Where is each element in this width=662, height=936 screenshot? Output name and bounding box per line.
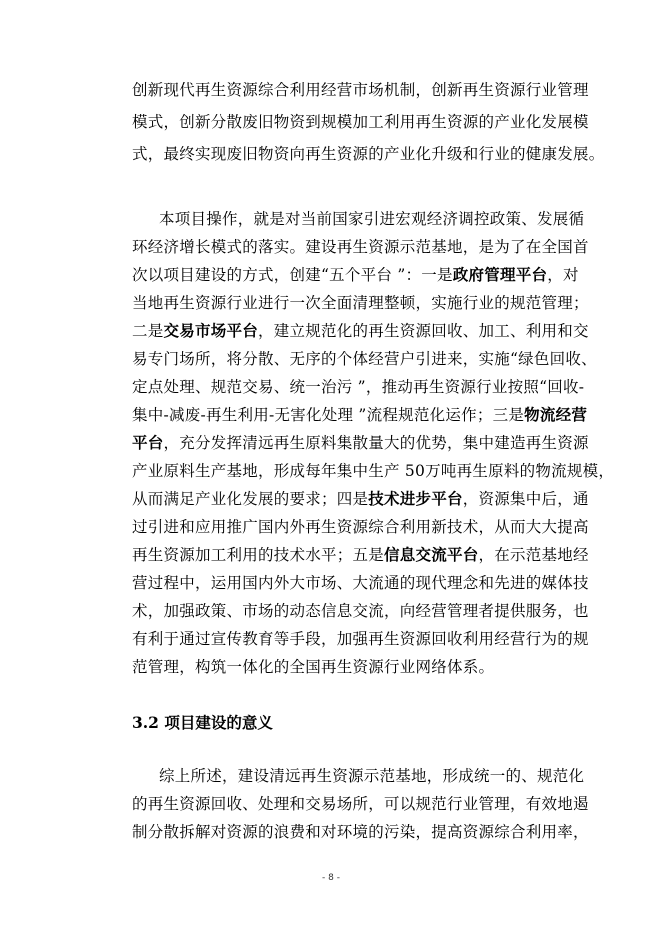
paragraph-2-line-13 xyxy=(132,545,589,565)
paragraph-2-line-8 xyxy=(132,405,587,425)
paragraph-1-line-1: 创新现代再生资源综合利用经营市场机制，创新再生资源行业管理 xyxy=(132,81,589,99)
paragraph-2-line-2: 环经济增长模式的落实。建设再生资源示范基地，是为了在全国首 xyxy=(132,238,589,256)
text-run: ，在示范基地经 xyxy=(478,546,589,564)
text-run: ，对 xyxy=(547,266,579,284)
paragraph-2-line-7: 定点处理、规范交易、统一治污 ”，推动再生资源行业按照“回收- xyxy=(132,378,585,396)
paragraph-2-line-10: 产业原料生产基地，形成每年集中生产 50万吨再生原料的物流规模， xyxy=(132,462,615,480)
bold-term-logistics-platform-end: 平台 xyxy=(132,433,164,452)
paragraph-1-line-3: 式，最终实现废旧物资向再生资源的产业化升级和行业的健康发展。 xyxy=(132,145,605,163)
paragraph-2-line-14: 营过程中，运用国内外大市场、大流通的现代理念和先进的媒体技 xyxy=(132,574,589,592)
paragraph-2-line-6: 易专门场所，将分散、无序的个体经营户引进来，实施“绿色回收、 xyxy=(132,350,597,368)
bold-term-trading-platform: 交易市场平台 xyxy=(163,321,259,340)
paragraph-2-line-11 xyxy=(132,489,589,509)
paragraph-2-line-9 xyxy=(132,433,589,453)
text-run: 从而满足产业化发展的要求；四是 xyxy=(132,490,369,508)
paragraph-2-line-5 xyxy=(132,321,589,341)
text-run: 集中-减废-再生利用-无害化处理 ”流程规范化运作；三是 xyxy=(132,406,525,424)
text-run: 次以项目建设的方式，创建“五个平台 ”：一是 xyxy=(132,266,453,284)
paragraph-2-line-15: 术，加强政策、市场的动态信息交流，向经营管理者提供服务，也 xyxy=(132,602,589,620)
paragraph-2-line-3 xyxy=(132,265,579,285)
text-run: ，资源集中后，通 xyxy=(462,490,589,508)
paragraph-2-line-16: 有利于通过宣传教育等手段，加强再生资源回收利用经营行为的规 xyxy=(132,630,589,648)
paragraph-3-line-1: 综上所述，建设清远再生资源示范基地，形成统一的、规范化 xyxy=(159,767,585,785)
bold-term-technology-platform: 技术进步平台 xyxy=(368,489,463,508)
bold-term-logistics-platform: 物流经营 xyxy=(524,405,588,424)
paragraph-2-line-4: 当地再生资源行业进行一次全面清理整顿，实施行业的规范管理； xyxy=(132,294,589,312)
bold-term-information-platform: 信息交流平台 xyxy=(384,545,479,564)
paragraph-2-line-1: 本项目操作，就是对当前国家引进宏观经济调控政策、发展循 xyxy=(159,210,585,228)
page-number: - 8 - xyxy=(322,873,340,883)
text-run: 二是 xyxy=(132,322,164,340)
bold-term-government-platform: 政府管理平台 xyxy=(452,265,548,284)
section-heading: 3.2 项目建设的意义 xyxy=(132,713,273,732)
paragraph-2-line-17: 范管理，构筑一体化的全国再生资源行业网络体系。 xyxy=(132,658,495,676)
paragraph-2-line-12: 过引进和应用推广国内外再生资源综合利用新技术，从而大大提高 xyxy=(132,518,589,536)
paragraph-3-line-2: 的再生资源回收、处理和交易场所，可以规范行业管理，有效地遏 xyxy=(132,795,589,813)
paragraph-3-line-3: 制分散拆解对资源的浪费和对环境的污染，提高资源综合利用率， xyxy=(132,823,589,841)
paragraph-1-line-2: 模式，创新分散废旧物资到规模加工利用再生资源的产业化发展模 xyxy=(132,113,589,131)
text-run: ，建立规范化的再生资源回收、加工、利用和交 xyxy=(258,322,589,340)
text-run: ，充分发挥清远再生原料集散量大的优势，集中建造再生资源 xyxy=(163,434,589,452)
text-run: 再生资源加工利用的技术水平；五是 xyxy=(132,546,385,564)
